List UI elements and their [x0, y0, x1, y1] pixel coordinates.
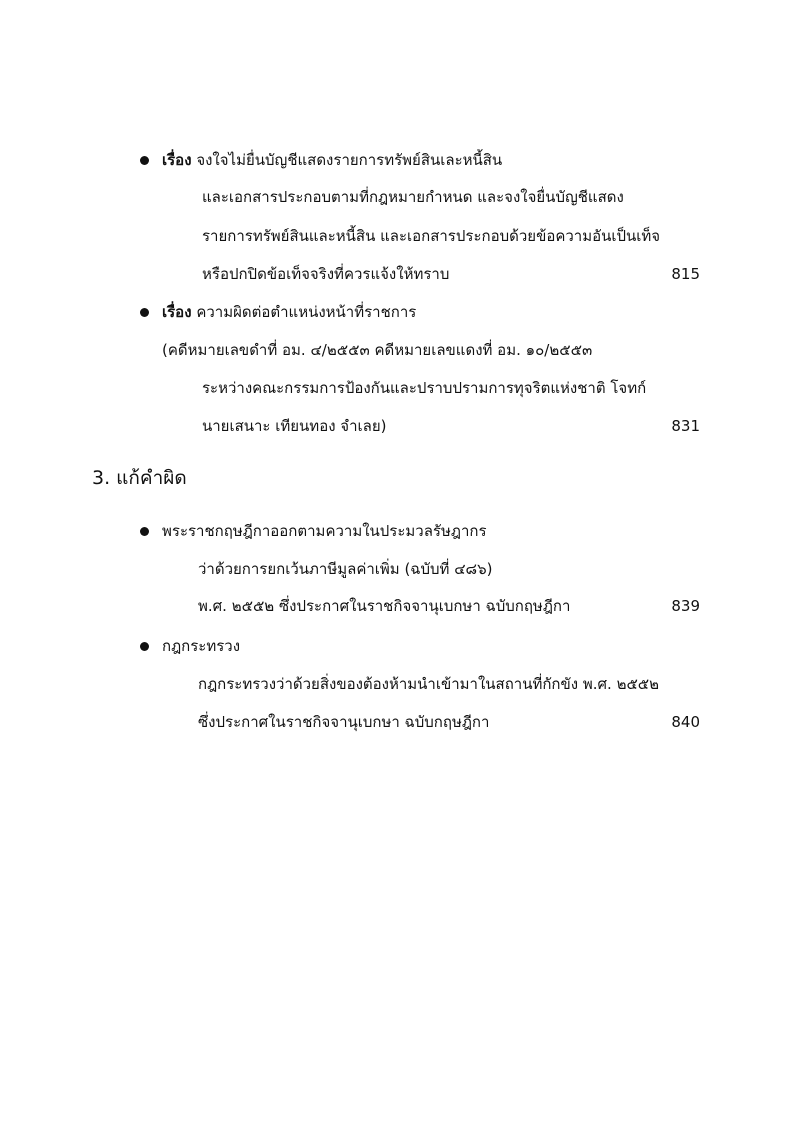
section-3-item-1-line-1: ว่าด้วยการยกเว้นภาษีมูลค่าเพิ่ม (ฉบับที่ ๔๘๖)	[198, 560, 493, 578]
section-3-item-1-title: พระราชกฤษฎีกาออกตามความในประมวลรัษฎากร	[162, 522, 487, 540]
entry-2-case-line: (คดีหมายเลขดำที่ อม. ๔/๒๕๕๓ คดีหมายเลขแดงที่ อม. ๑๐/๒๕๕๓	[162, 341, 593, 359]
section-3-item-2-line-2: ซึ่งประกาศในราชกิจจานุเบกษา ฉบับกฤษฎีกา	[198, 713, 490, 731]
section-3-heading: 3. แก้คำผิด	[92, 467, 187, 489]
entry-1-page-number: 815	[671, 265, 700, 283]
section-3-item-2-title: กฎกระทรวง	[162, 637, 241, 655]
entry-2-line-2: นายเสนาะ เทียนทอง จำเลย)	[202, 417, 387, 435]
entry-1-line-3: หรือปกปิดข้อเท็จจริงที่ควรแจ้งให้ทราบ	[202, 265, 450, 283]
entry-1-heading	[162, 150, 502, 170]
section-3-item-2-line-1: กฎกระทรวงว่าด้วยสิ่งของต้องห้ามนำเข้ามาในสถานที่กักขัง พ.ศ. ๒๕๕๒	[198, 675, 660, 693]
entry-1-title: จงใจไม่ยื่นบัญชีแสดงรายการทรัพย์สินเละหนี้สิน	[196, 151, 503, 169]
entry-2-line-1: ระหว่างคณะกรรมการป้องกันและปราบปรามการทุจริตแห่งชาติ โจทก์	[202, 379, 647, 397]
section-3-item-2-page-number: 840	[671, 713, 700, 731]
entry-2-heading	[162, 302, 416, 322]
bullet-icon	[140, 642, 149, 651]
bullet-icon	[140, 156, 149, 165]
entry-2-page-number: 831	[671, 417, 700, 435]
entry-1-line-2: รายการทรัพย์สินและหนี้สิน และเอกสารประกอบด้วยข้อความอันเป็นเท็จ	[202, 227, 661, 245]
bullet-icon	[140, 527, 149, 536]
entry-2-title: ความผิดต่อตำแหน่งหน้าที่ราชการ	[196, 303, 417, 321]
section-3-item-1-page-number: 839	[671, 597, 700, 615]
entry-1-line-1: และเอกสารประกอบตามที่กฎหมายกำหนด และจงใจยื่นบัญชีแสดง	[202, 188, 624, 206]
section-3-item-1-line-2: พ.ศ. ๒๕๕๒ ซึ่งประกาศในราชกิจจานุเบกษา ฉบับกฤษฎีกา	[198, 597, 571, 615]
entry-1-label: เรื่อง	[162, 151, 192, 169]
bullet-icon	[140, 308, 149, 317]
entry-2-label: เรื่อง	[162, 303, 192, 321]
